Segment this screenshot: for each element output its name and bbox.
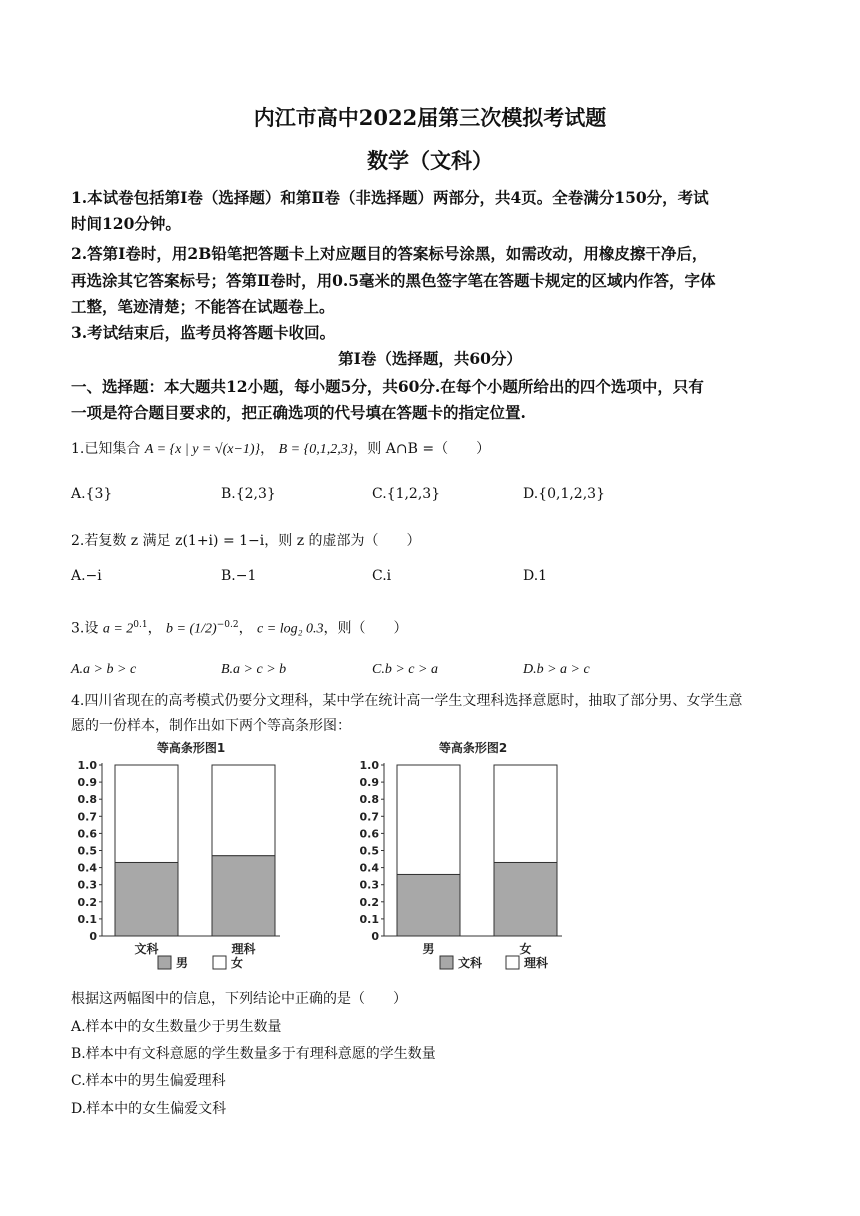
instruction-line: 1.本试卷包括第Ⅰ卷（选择题）和第Ⅱ卷（非选择题）两部分，共4页。全卷满分150分，考试 — [71, 188, 709, 207]
legend-swatch — [506, 956, 519, 969]
q1-option-d: D.{0,1,2,3} — [523, 486, 605, 502]
y-tick-label: 0.3 — [359, 878, 379, 892]
bar-segment — [494, 765, 557, 862]
y-tick-label: 0.9 — [359, 776, 379, 790]
legend-label: 文科 — [458, 956, 483, 970]
page-title: 内江市高中2022届第三次模拟考试题 — [253, 105, 607, 130]
q4-option-c: C.样本中的男生偏爱理科 — [71, 1073, 226, 1089]
y-tick-label: 0.3 — [77, 878, 97, 892]
q3-b-exponent: −0.2 — [216, 620, 239, 630]
y-tick-label: 1.0 — [77, 759, 97, 772]
instruction-line: 再选涂其它答案标号；答第Ⅱ卷时，用0.5毫米的黑色签字笔在答题卡规定的区域内作答，字体 — [71, 271, 716, 290]
q3-a-exponent: 0.1 — [133, 620, 148, 630]
question-4-stem-line: 愿的一份样本，制作出如下两个等高条形图： — [71, 718, 351, 734]
q2-option-a: A.−i — [71, 568, 102, 584]
y-tick-label: 0.2 — [359, 895, 379, 909]
bar-chart-1 — [70, 738, 310, 984]
q1-set-a: A = {x | y = √(x−1)} — [144, 442, 261, 457]
q3-b: b = (1/2) — [166, 621, 217, 637]
bar-segment — [494, 862, 557, 936]
bar-chart-2 — [352, 738, 592, 984]
chart-title: 等高条形图2 — [438, 741, 508, 755]
y-tick-label: 0.6 — [359, 827, 379, 841]
instruction-line: 时间120分钟。 — [71, 214, 181, 233]
q3-option-d: D.b > a > c — [523, 662, 590, 677]
legend-label: 男 — [176, 956, 189, 970]
q2-option-c: C.i — [372, 568, 392, 584]
x-tick-label: 女 — [519, 942, 532, 956]
q4-option-d: D.样本中的女生偏爱文科 — [71, 1101, 227, 1117]
question-1: 1.已知集合 A = {x | y = √(x−1)}， B = {0,1,2,3}，则 A∩B =（ ） — [71, 441, 491, 457]
y-tick-label: 0.5 — [359, 844, 379, 858]
y-tick-label: 0.8 — [77, 793, 97, 807]
q3-a: a = 2 — [102, 621, 134, 637]
bar-segment — [212, 856, 275, 936]
instruction-line: 3.考试结束后，监考员将答题卡收回。 — [71, 323, 336, 342]
y-tick-label: 1.0 — [359, 759, 379, 772]
q1-prefix: 1.已知集合 — [71, 441, 141, 457]
q3-c: c = log₂ 0.3 — [257, 621, 324, 637]
q2-option-b: B.−1 — [221, 568, 257, 584]
bar-segment — [212, 765, 275, 856]
q3-prefix: 3.设 — [71, 620, 99, 637]
chart-2-container — [352, 738, 592, 988]
instruction-line: 工整，笔迹清楚；不能答在试题卷上。 — [71, 297, 335, 316]
question-2: 2.若复数 z 满足 z(1+i) = 1−i，则 z 的虚部为（ ） — [71, 533, 421, 549]
legend-label: 理科 — [524, 956, 549, 970]
y-tick-label: 0.4 — [77, 861, 97, 875]
q1-option-a: A.{3} — [71, 486, 113, 502]
bar-segment — [397, 874, 460, 936]
q3-option-a: A.a > b > c — [71, 662, 137, 677]
y-tick-label: 0.1 — [359, 912, 379, 926]
legend-label: 女 — [231, 956, 244, 970]
y-tick-label: 0.9 — [77, 776, 97, 790]
legend-swatch — [158, 956, 171, 969]
q4-option-b: B.样本中有文科意愿的学生数量多于有理科意愿的学生数量 — [71, 1046, 436, 1062]
q1-option-b: B.{2,3} — [221, 486, 276, 502]
instruction-line: 2.答第Ⅰ卷时，用2B铅笔把答题卡上对应题目的答案标号涂黑，如需改动，用橡皮擦干净后， — [71, 244, 708, 263]
x-tick-label: 男 — [422, 942, 435, 956]
y-tick-label: 0.7 — [359, 810, 379, 824]
y-tick-label: 0 — [371, 930, 379, 943]
section-title: 第Ⅰ卷（选择题，共60分） — [338, 349, 522, 368]
q3-tail: ，则（ ） — [323, 620, 408, 637]
bar-segment — [397, 765, 460, 874]
y-tick-label: 0.8 — [359, 793, 379, 807]
q1-set-b: B = {0,1,2,3} — [278, 442, 354, 457]
section-intro-line: 一、选择题：本大题共12小题，每小题5分，共60分.在每个小题所给出的四个选项中，只有 — [71, 377, 704, 396]
bar-segment — [115, 765, 178, 862]
y-tick-label: 0.6 — [77, 827, 97, 841]
q2-option-d: D.1 — [523, 568, 548, 584]
question-4-prompt: 根据这两幅图中的信息，下列结论中正确的是（ ） — [71, 991, 407, 1007]
chart-title: 等高条形图1 — [156, 741, 226, 755]
question-3: 3.设 $a = 2^{0.1}$， $b = (1/2)^{-0.2}$， c = log₂ 0.3，则（ ） — [71, 620, 408, 637]
q1-option-c: C.{1,2,3} — [372, 486, 441, 502]
q1-tail: ，则 A∩B =（ ） — [353, 441, 491, 457]
y-tick-label: 0.1 — [77, 912, 97, 926]
question-4-stem-line: 4.四川省现在的高考模式仍要分文理科，某中学在统计高一学生文理科选择意愿时，抽取了部分男、女学生意 — [71, 693, 743, 709]
bar-segment — [115, 862, 178, 936]
q4-option-a: A.样本中的女生数量少于男生数量 — [71, 1019, 282, 1035]
y-tick-label: 0.2 — [77, 895, 97, 909]
y-tick-label: 0.7 — [77, 810, 97, 824]
page-subtitle: 数学（文科） — [367, 148, 493, 173]
x-tick-label: 理科 — [231, 942, 256, 956]
chart-1-container — [70, 738, 310, 988]
y-tick-label: 0.4 — [359, 861, 379, 875]
x-tick-label: 文科 — [134, 942, 159, 956]
q3-option-b: B.a > c > b — [221, 662, 287, 677]
section-intro-line: 一项是符合题目要求的，把正确选项的代号填在答题卡的指定位置. — [71, 403, 526, 422]
y-tick-label: 0 — [89, 930, 97, 943]
y-tick-label: 0.5 — [77, 844, 97, 858]
legend-swatch — [213, 956, 226, 969]
q3-option-c: C.b > c > a — [372, 662, 438, 677]
legend-swatch — [440, 956, 453, 969]
